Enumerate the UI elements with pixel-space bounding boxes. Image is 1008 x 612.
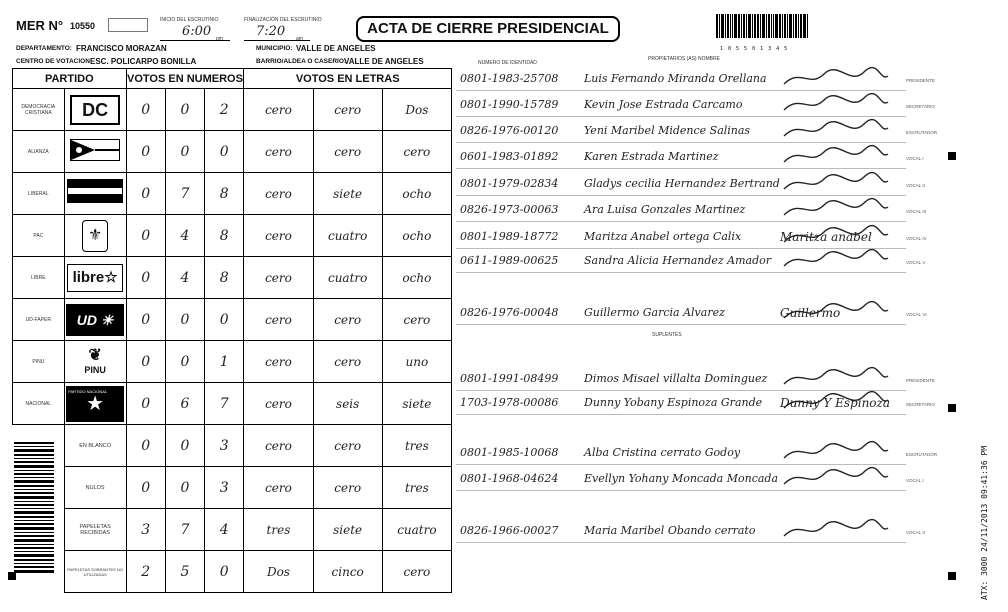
row-rule: [456, 221, 906, 222]
word-cell: cero: [244, 215, 313, 257]
member-name: Evellyn Yohany Moncada Moncada: [584, 472, 779, 485]
digit-cell: 0: [165, 467, 204, 509]
party-name: UD-FAPER: [13, 299, 65, 341]
digit-cell: 3: [205, 467, 244, 509]
party-row-dc: [13, 89, 452, 131]
word-cell: tres: [244, 509, 313, 551]
member-name: Yeni Maribel Midence Salinas: [584, 124, 751, 137]
word-cell: Dos: [382, 89, 451, 131]
member-name: Gladys cecilia Hernandez Bertrand: [584, 177, 780, 190]
row-blancos: [13, 425, 452, 467]
word-cell: cero: [313, 89, 382, 131]
party-row-ud: [13, 299, 452, 341]
digit-cell: 0: [165, 131, 204, 173]
member-role: VOCAL V: [906, 260, 926, 265]
departamento-value: FRANCISCO MORAZAN: [76, 44, 167, 53]
corner-mark: [8, 572, 16, 580]
digit-cell: 0: [205, 551, 244, 593]
municipio-label: MUNICIPIO:: [256, 45, 293, 52]
digit-cell: 0: [165, 341, 204, 383]
digit-cell: 0: [205, 299, 244, 341]
row-rule: [456, 272, 906, 273]
member-id: 0801-1990-15789: [460, 98, 559, 111]
suplentes-header: SUPLENTES: [652, 332, 682, 338]
member-name: Karen Estrada Martinez: [584, 150, 719, 163]
dc-logo: DC: [64, 89, 126, 131]
member-id: 1703-1978-00086: [460, 396, 559, 409]
member-role: ESCRUTADOR: [906, 452, 938, 457]
finalizacion-line: [244, 40, 310, 41]
digit-cell: 0: [126, 341, 165, 383]
digit-cell: 0: [126, 299, 165, 341]
row-rule: [456, 490, 906, 491]
centro-label: CENTRO DE VOTACION:: [16, 58, 93, 65]
word-cell: cuatro: [382, 509, 451, 551]
mer-label: MER N°: [16, 18, 64, 33]
word-cell: cuatro: [313, 215, 382, 257]
word-cell: cero: [244, 131, 313, 173]
member-id: 0801-1989-18772: [460, 230, 559, 243]
signature-text: Dunny Y Espinoza: [780, 396, 891, 410]
row-rule: [456, 324, 906, 325]
corner-mark: [948, 152, 956, 160]
digit-cell: 8: [205, 215, 244, 257]
word-cell: cero: [313, 341, 382, 383]
row-rule: [456, 168, 906, 169]
inicio-line: [160, 40, 230, 41]
word-cell: ocho: [382, 215, 451, 257]
inicio-label: INICIO DEL ESCRUTINIO: [160, 17, 219, 23]
word-cell: cero: [244, 89, 313, 131]
finalizacion-label: FINALIZACIÓN DEL ESCRUTINIO: [244, 17, 322, 23]
word-cell: cero: [244, 425, 313, 467]
inicio-ampm: pm: [216, 36, 223, 42]
signature-scribble: [780, 440, 890, 462]
corner-mark: [948, 572, 956, 580]
digit-cell: 7: [165, 173, 204, 215]
member-role: ESCRUTADOR: [906, 130, 938, 135]
signature-scribble: [780, 66, 890, 88]
word-cell: seis: [313, 383, 382, 425]
inicio-time: 6:00: [182, 24, 212, 39]
member-id: 0826-1973-00063: [460, 203, 559, 216]
digit-cell: 0: [126, 173, 165, 215]
corner-mark: [948, 404, 956, 412]
row-rule: [456, 542, 906, 543]
votes-table: [12, 68, 452, 593]
signature-scribble: [780, 118, 890, 140]
party-name: LIBERAL: [13, 173, 65, 215]
party-row-alianza: [13, 131, 452, 173]
row-rule: [456, 195, 906, 196]
party-row-liberal: [13, 173, 452, 215]
party-name: LIBRE: [13, 257, 65, 299]
member-role: PRESIDENTE: [906, 378, 935, 383]
extra-label: PAPELETAS SOBRANTES NO UTILIZADAS: [64, 551, 126, 593]
digit-cell: 6: [165, 383, 204, 425]
row-rule: [456, 414, 906, 415]
word-cell: cero: [244, 341, 313, 383]
signature-scribble: [780, 171, 890, 193]
digit-cell: 7: [205, 383, 244, 425]
digit-cell: 8: [205, 257, 244, 299]
word-cell: cuatro: [313, 257, 382, 299]
digit-cell: 5: [165, 551, 204, 593]
digit-cell: 3: [205, 425, 244, 467]
party-name: PAC: [13, 215, 65, 257]
word-cell: ocho: [382, 173, 451, 215]
member-role: SECRETARIO: [906, 402, 935, 407]
digit-cell: 0: [165, 299, 204, 341]
digit-cell: 3: [126, 509, 165, 551]
member-id: 0826-1976-00048: [460, 306, 559, 319]
digit-cell: 0: [126, 383, 165, 425]
digit-cell: 8: [205, 173, 244, 215]
word-cell: siete: [313, 509, 382, 551]
signature-scribble: [780, 92, 890, 114]
member-id: 0826-1966-00027: [460, 524, 559, 537]
member-id: 0801-1991-08499: [460, 372, 559, 385]
digit-cell: 4: [205, 509, 244, 551]
signature-scribble: [780, 144, 890, 166]
barcode-top: [716, 14, 822, 44]
row-rule: [456, 464, 906, 465]
digit-cell: 0: [205, 131, 244, 173]
signature-scribble: [780, 248, 890, 270]
member-id: 0601-1983-01892: [460, 150, 559, 163]
word-cell: cinco: [313, 551, 382, 593]
digit-cell: 0: [165, 89, 204, 131]
word-cell: cero: [244, 383, 313, 425]
digit-cell: 4: [165, 257, 204, 299]
row-nulos: [13, 467, 452, 509]
member-role: VOCAL III: [906, 209, 927, 214]
signature-scribble: [780, 518, 890, 540]
digit-cell: 0: [126, 89, 165, 131]
party-name: ALIANZA: [13, 131, 65, 173]
alianza-logo: [64, 131, 126, 173]
nacional-star-logo: PARTIDO NACIONAL ★: [64, 383, 126, 425]
finalizacion-ampm: am: [296, 36, 303, 42]
mer-number: 10550: [70, 21, 96, 31]
table-header-row: [13, 69, 452, 89]
word-cell: cero: [382, 299, 451, 341]
extra-label: EN BLANCO: [64, 425, 126, 467]
col-id-header: NUMERO DE IDENTIDAD: [478, 60, 537, 66]
member-role: VOCAL II: [906, 530, 925, 535]
member-id: 0801-1968-04624: [460, 472, 559, 485]
member-name: Alba Cristina cerrato Godoy: [584, 446, 741, 459]
member-id: 0801-1983-25708: [460, 72, 559, 85]
party-row-pac: [13, 215, 452, 257]
digit-cell: 0: [126, 131, 165, 173]
word-cell: Dos: [244, 551, 313, 593]
barrio-label: BARRIO/ALDEA O CASERIO:: [256, 58, 347, 65]
member-name: Sandra Alicia Hernandez Amador: [584, 254, 772, 267]
col-name-header: PROPIETARIOS (AS) NOMBRE: [648, 56, 720, 62]
header-numeros: VOTOS EN NUMEROS: [126, 69, 244, 89]
signature-scribble: [780, 366, 890, 388]
member-name: Maritza Anabel ortega Calix: [584, 230, 742, 243]
member-name: Guillermo Garcia Alvarez: [584, 306, 725, 319]
departamento-label: DEPARTAMENTO:: [16, 45, 72, 52]
member-name: Kevin Jose Estrada Carcamo: [584, 98, 743, 111]
word-cell: cero: [244, 299, 313, 341]
word-cell: uno: [382, 341, 451, 383]
member-role: VOCAL II: [906, 183, 925, 188]
word-cell: cero: [313, 467, 382, 509]
word-cell: cero: [382, 551, 451, 593]
word-cell: cero: [313, 425, 382, 467]
digit-cell: 0: [126, 257, 165, 299]
party-name: NACIONAL: [13, 383, 65, 425]
signature-scribble: [780, 466, 890, 488]
municipio-value: VALLE DE ANGELES: [296, 44, 376, 53]
row-rule: [456, 90, 906, 91]
finalizacion-time: 7:20: [256, 24, 286, 39]
member-role: VOCAL VI: [906, 312, 927, 317]
party-name: PINU: [13, 341, 65, 383]
tse-logo: [108, 18, 148, 32]
word-cell: cero: [244, 173, 313, 215]
word-cell: cero: [382, 131, 451, 173]
digit-cell: 2: [126, 551, 165, 593]
digit-cell: 4: [165, 215, 204, 257]
libre-logo: libre☆: [64, 257, 126, 299]
word-cell: ocho: [382, 257, 451, 299]
member-role: VOCAL I: [906, 156, 924, 161]
digit-cell: 0: [126, 215, 165, 257]
word-cell: cero: [313, 299, 382, 341]
row-rule: [456, 142, 906, 143]
member-name: Maria Maribel Obando cerrato: [584, 524, 756, 537]
party-name: DEMOCRACIA CRISTIANA: [13, 89, 65, 131]
liberal-flag-logo: [64, 173, 126, 215]
ud-logo: UD ☀: [64, 299, 126, 341]
word-cell: cero: [313, 131, 382, 173]
member-role: PRESIDENTE: [906, 78, 935, 83]
member-name: Dimos Misael villalta Dominguez: [584, 372, 768, 385]
party-row-nacional: [13, 383, 452, 425]
barcode-left: [14, 442, 54, 592]
signature-scribble: [780, 197, 890, 219]
digit-cell: 1: [205, 341, 244, 383]
member-name: Dunny Yobany Espinoza Grande: [584, 396, 763, 409]
word-cell: siete: [382, 383, 451, 425]
header-letras: VOTOS EN LETRAS: [244, 69, 452, 89]
barrio-value: VALLE DE ANGELES: [344, 57, 424, 66]
digit-cell: 0: [165, 425, 204, 467]
word-cell: siete: [313, 173, 382, 215]
digit-cell: 0: [126, 425, 165, 467]
digit-cell: 2: [205, 89, 244, 131]
word-cell: cero: [244, 467, 313, 509]
pac-shield-logo: ⚜: [64, 215, 126, 257]
barcode-number: 1 0 5 5 0 1 3 4 5: [720, 46, 789, 52]
member-name: Luis Fernando Miranda Orellana: [584, 72, 767, 85]
document-title: ACTA DE CIERRE PRESIDENCIAL: [356, 16, 620, 42]
header-partido: PARTIDO: [13, 69, 127, 89]
pinu-logo: ❦ PINU: [64, 341, 126, 383]
extra-label: PAPELETAS RECIBIDAS: [64, 509, 126, 551]
member-role: VOCAL IV: [906, 236, 927, 241]
member-id: 0826-1976-00120: [460, 124, 559, 137]
word-cell: cero: [244, 257, 313, 299]
member-role: SECRETARIO: [906, 104, 935, 109]
row-papeletas-recibidas: [13, 509, 452, 551]
member-id: 0801-1985-10068: [460, 446, 559, 459]
party-row-libre: [13, 257, 452, 299]
centro-value: ESC. POLICARPO BONILLA: [90, 57, 197, 66]
member-role: VOCAL I: [906, 478, 924, 483]
signature-text: Guillermo: [780, 306, 841, 320]
scan-stamp: ATX: 3000 24/11/2013 09:41:36 PM: [980, 445, 989, 600]
signature-text: Maritza anabel: [780, 230, 872, 244]
member-id: 0801-1979-02834: [460, 177, 559, 190]
row-rule: [456, 116, 906, 117]
digit-cell: 0: [126, 467, 165, 509]
digit-cell: 7: [165, 509, 204, 551]
member-id: 0611-1989-00625: [460, 254, 559, 267]
row-papeletas-sobrantes: [13, 551, 452, 593]
member-name: Ara Luisa Gonzales Martinez: [584, 203, 746, 216]
word-cell: tres: [382, 467, 451, 509]
word-cell: tres: [382, 425, 451, 467]
extra-label: NULOS: [64, 467, 126, 509]
